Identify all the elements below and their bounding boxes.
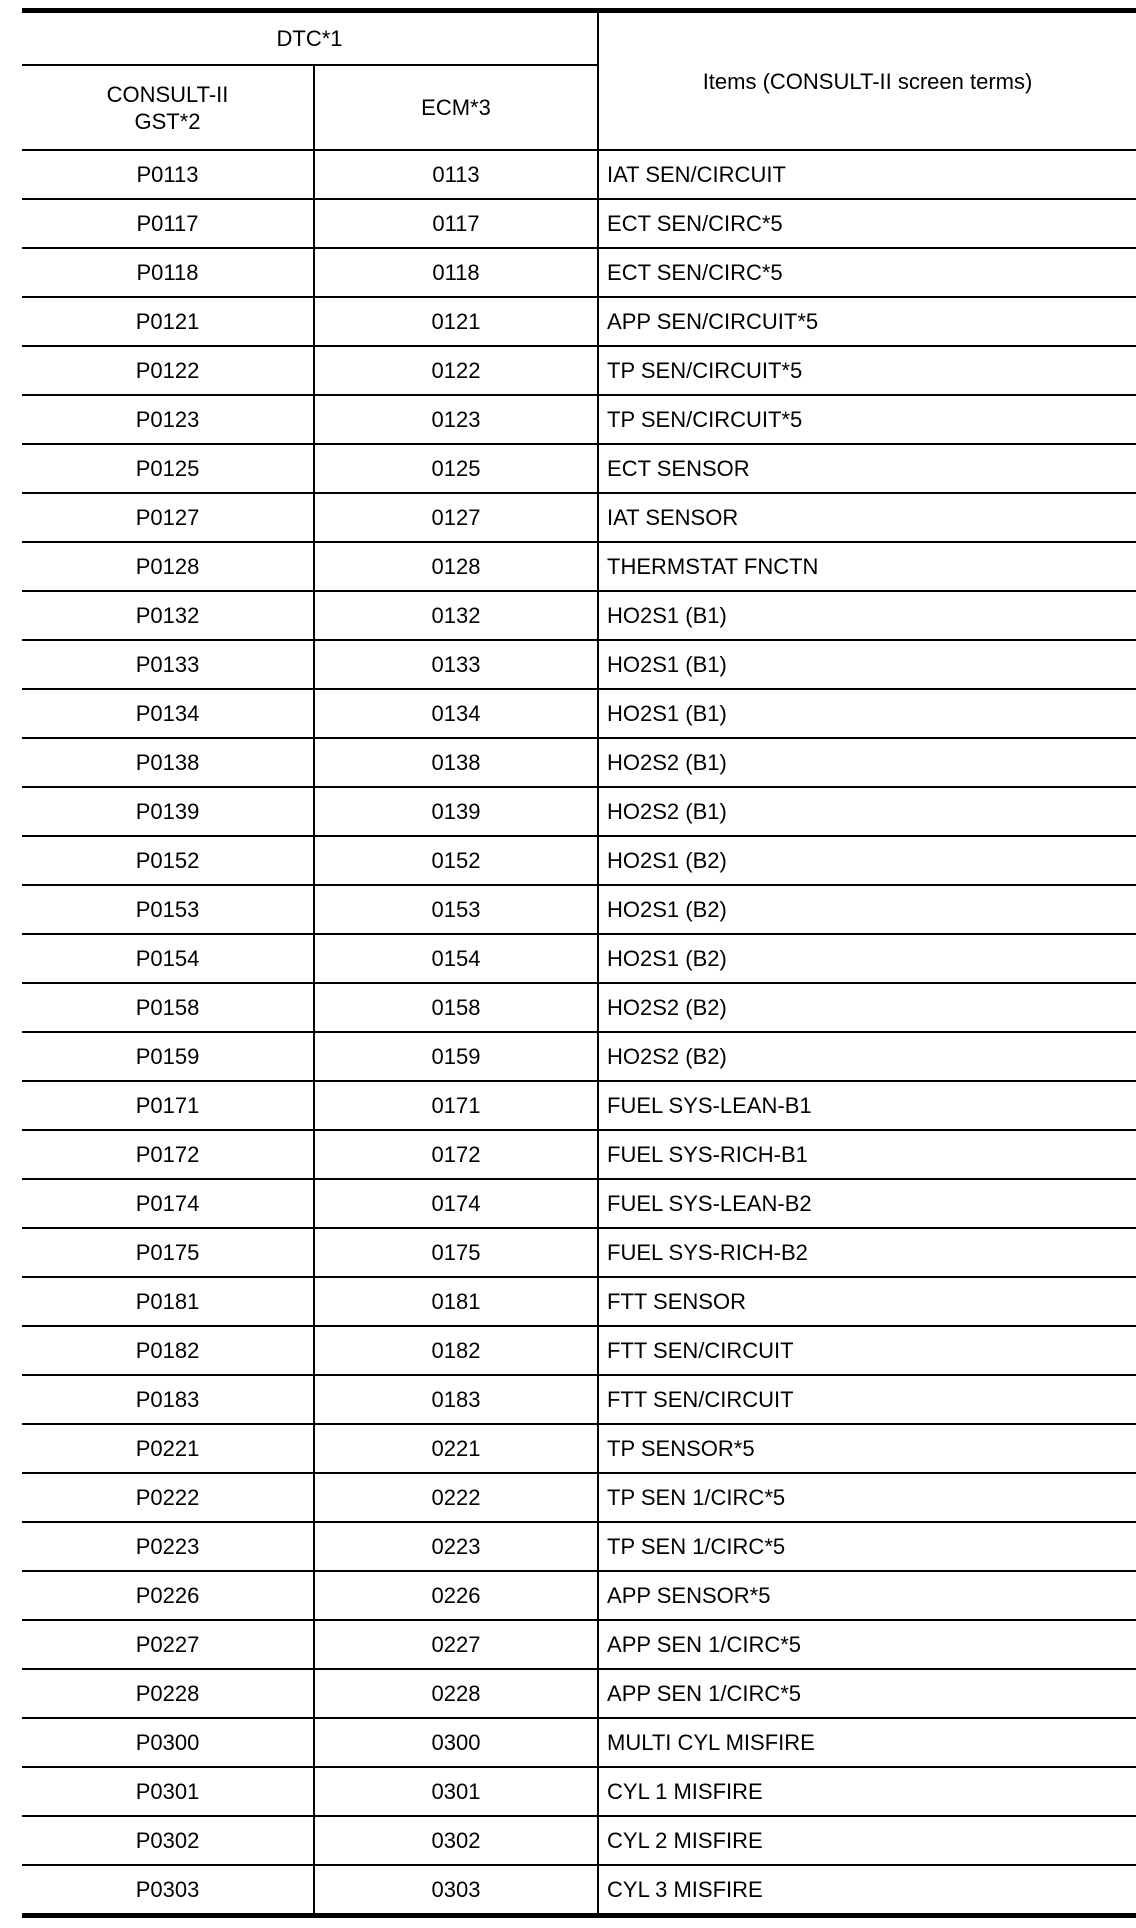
consult-gst-cell: P0228 (22, 1669, 314, 1718)
ecm-cell: 0118 (314, 248, 598, 297)
ecm-cell: 0122 (314, 346, 598, 395)
ecm-cell: 0113 (314, 150, 598, 199)
item-cell: HO2S2 (B2) (598, 1032, 1136, 1081)
item-cell: FTT SEN/CIRCUIT (598, 1375, 1136, 1424)
ecm-cell: 0134 (314, 689, 598, 738)
item-cell: HO2S1 (B2) (598, 885, 1136, 934)
consult-gst-cell: P0133 (22, 640, 314, 689)
table-row (22, 1032, 1136, 1081)
ecm-cell: 0301 (314, 1767, 598, 1816)
consult-gst-cell: P0127 (22, 493, 314, 542)
item-cell: HO2S1 (B1) (598, 689, 1136, 738)
table-row (22, 787, 1136, 836)
ecm-header: ECM*3 (314, 65, 598, 150)
ecm-cell: 0226 (314, 1571, 598, 1620)
item-cell: CYL 2 MISFIRE (598, 1816, 1136, 1865)
consult-gst-cell: P0153 (22, 885, 314, 934)
item-cell: IAT SEN/CIRCUIT (598, 150, 1136, 199)
consult-gst-cell: P0113 (22, 150, 314, 199)
consult-gst-cell: P0159 (22, 1032, 314, 1081)
consult-gst-cell: P0222 (22, 1473, 314, 1522)
item-cell: APP SEN 1/CIRC*5 (598, 1669, 1136, 1718)
table-row (22, 1375, 1136, 1424)
table-row (22, 1424, 1136, 1473)
table-row (22, 1767, 1136, 1816)
item-cell: HO2S2 (B1) (598, 738, 1136, 787)
dtc-group-header: DTC*1 (22, 11, 598, 66)
item-cell: FUEL SYS-LEAN-B2 (598, 1179, 1136, 1228)
item-cell: HO2S1 (B1) (598, 640, 1136, 689)
item-cell: FUEL SYS-RICH-B1 (598, 1130, 1136, 1179)
consult-header-line: CONSULT-II (106, 81, 229, 107)
consult-gst-cell: P0303 (135, 1876, 200, 1902)
ecm-cell: 0153 (314, 885, 598, 934)
ecm-cell: 0302 (314, 1816, 598, 1865)
table-row (22, 248, 1136, 297)
item-cell: CYL 1 MISFIRE (598, 1767, 1136, 1816)
consult-gst-cell: P0122 (22, 346, 314, 395)
consult-gst-cell: P0183 (22, 1375, 314, 1424)
ecm-cell: 0132 (314, 591, 598, 640)
item-cell: APP SEN 1/CIRC*5 (598, 1620, 1136, 1669)
consult-gst-cell: P0181 (22, 1277, 314, 1326)
table-header (22, 11, 1136, 151)
item-cell: MULTI CYL MISFIRE (598, 1718, 1136, 1767)
table-body (22, 150, 1136, 1916)
ecm-cell: 0222 (314, 1473, 598, 1522)
consult-gst-cell: P0171 (22, 1081, 314, 1130)
table-row (22, 934, 1136, 983)
items-header: Items (CONSULT-II screen terms) (598, 11, 1136, 151)
table-row (22, 542, 1136, 591)
table-row (22, 150, 1136, 199)
consult-gst-cell: P0174 (22, 1179, 314, 1228)
item-cell: TP SEN 1/CIRC*5 (598, 1522, 1136, 1571)
table-row (22, 395, 1136, 444)
consult-gst-cell: P0223 (22, 1522, 314, 1571)
table-row (22, 1473, 1136, 1522)
consult-gst-cell: P0221 (22, 1424, 314, 1473)
table-row (22, 885, 1136, 934)
consult-gst-cell: P0227 (22, 1620, 314, 1669)
consult-gst-cell: P0154 (22, 934, 314, 983)
item-cell: HO2S1 (B2) (598, 934, 1136, 983)
consult-gst-cell: P0138 (22, 738, 314, 787)
ecm-cell: 0182 (314, 1326, 598, 1375)
table-row (22, 1081, 1136, 1130)
table-row (22, 983, 1136, 1032)
ecm-cell: 0121 (314, 297, 598, 346)
consult-gst-cell: P0301 (22, 1767, 314, 1816)
item-cell: FUEL SYS-LEAN-B1 (598, 1081, 1136, 1130)
ecm-cell: 0133 (314, 640, 598, 689)
ecm-cell: 0223 (314, 1522, 598, 1571)
ecm-cell: 0300 (314, 1718, 598, 1767)
table-row (22, 297, 1136, 346)
table-row (22, 199, 1136, 248)
table-row (22, 1620, 1136, 1669)
item-cell: TP SENSOR*5 (598, 1424, 1136, 1473)
table-row (22, 591, 1136, 640)
item-cell: IAT SENSOR (598, 493, 1136, 542)
item-cell: HO2S1 (B2) (598, 836, 1136, 885)
item-cell: ECT SEN/CIRC*5 (598, 199, 1136, 248)
consult-gst-cell: P0134 (22, 689, 314, 738)
consult-gst-cell: P0172 (22, 1130, 314, 1179)
ecm-cell: 0154 (314, 934, 598, 983)
item-cell: CYL 3 MISFIRE (598, 1865, 1136, 1916)
item-cell: THERMSTAT FNCTN (598, 542, 1136, 591)
item-cell: TP SEN/CIRCUIT*5 (598, 346, 1136, 395)
consult-gst-cell: P0128 (22, 542, 314, 591)
item-cell: HO2S2 (B2) (598, 983, 1136, 1032)
consult-gst-cell: P0121 (22, 297, 314, 346)
table-row (22, 738, 1136, 787)
ecm-cell: 0303 (314, 1865, 598, 1916)
table-row (22, 1571, 1136, 1620)
ecm-cell: 0152 (314, 836, 598, 885)
table-row (22, 1326, 1136, 1375)
item-cell: TP SEN/CIRCUIT*5 (598, 395, 1136, 444)
consult-gst-header (22, 65, 314, 150)
table-row (22, 836, 1136, 885)
consult-gst-cell: P0152 (22, 836, 314, 885)
ecm-cell: 0221 (314, 1424, 598, 1473)
ecm-cell: 0171 (314, 1081, 598, 1130)
table-row (22, 640, 1136, 689)
table-row (22, 1816, 1136, 1865)
consult-gst-cell: P0139 (22, 787, 314, 836)
item-cell: ECT SEN/CIRC*5 (598, 248, 1136, 297)
ecm-cell: 0174 (314, 1179, 598, 1228)
item-cell: FTT SEN/CIRCUIT (598, 1326, 1136, 1375)
table-row (22, 689, 1136, 738)
ecm-cell: 0117 (314, 199, 598, 248)
ecm-cell: 0227 (314, 1620, 598, 1669)
table-row (22, 346, 1136, 395)
dtc-table (22, 8, 1136, 1918)
item-cell: APP SEN/CIRCUIT*5 (598, 297, 1136, 346)
table-row (22, 1179, 1136, 1228)
consult-gst-cell: P0226 (22, 1571, 314, 1620)
table-row (22, 1718, 1136, 1767)
item-cell: FTT SENSOR (598, 1277, 1136, 1326)
item-cell: TP SEN 1/CIRC*5 (598, 1473, 1136, 1522)
ecm-cell: 0127 (314, 493, 598, 542)
ecm-cell: 0158 (314, 983, 598, 1032)
table-row (22, 1669, 1136, 1718)
consult-gst-cell: P0118 (22, 248, 314, 297)
consult-gst-cell: P0300 (22, 1718, 314, 1767)
consult-gst-cell: P0182 (22, 1326, 314, 1375)
ecm-cell: 0181 (314, 1277, 598, 1326)
ecm-cell: 0175 (314, 1228, 598, 1277)
item-cell: HO2S2 (B1) (598, 787, 1136, 836)
consult-gst-cell: P0175 (22, 1228, 314, 1277)
item-cell: FUEL SYS-RICH-B2 (598, 1228, 1136, 1277)
consult-gst-cell: P0123 (22, 395, 314, 444)
ecm-cell: 0183 (314, 1375, 598, 1424)
ecm-cell: 0138 (314, 738, 598, 787)
table-row (22, 1130, 1136, 1179)
ecm-cell: 0123 (314, 395, 598, 444)
item-cell: HO2S1 (B1) (598, 591, 1136, 640)
table-row (22, 1228, 1136, 1277)
ecm-cell: 0159 (314, 1032, 598, 1081)
consult-gst-cell: P0302 (22, 1816, 314, 1865)
table-row (22, 444, 1136, 493)
gst-header-line: GST*2 (134, 108, 201, 134)
consult-gst-cell: P0132 (22, 591, 314, 640)
ecm-cell: 0128 (314, 542, 598, 591)
header-row-group (22, 11, 1136, 66)
ecm-cell: 0125 (314, 444, 598, 493)
table-row (22, 493, 1136, 542)
ecm-cell: 0228 (314, 1669, 598, 1718)
ecm-cell: 0172 (314, 1130, 598, 1179)
table-row (22, 1522, 1136, 1571)
consult-gst-cell: P0125 (22, 444, 314, 493)
consult-gst-cell: P0117 (22, 199, 314, 248)
item-cell: ECT SENSOR (598, 444, 1136, 493)
table-row (22, 1277, 1136, 1326)
item-cell: APP SENSOR*5 (598, 1571, 1136, 1620)
ecm-cell: 0139 (314, 787, 598, 836)
consult-gst-cell: P0158 (22, 983, 314, 1032)
table-row (22, 1865, 1136, 1916)
